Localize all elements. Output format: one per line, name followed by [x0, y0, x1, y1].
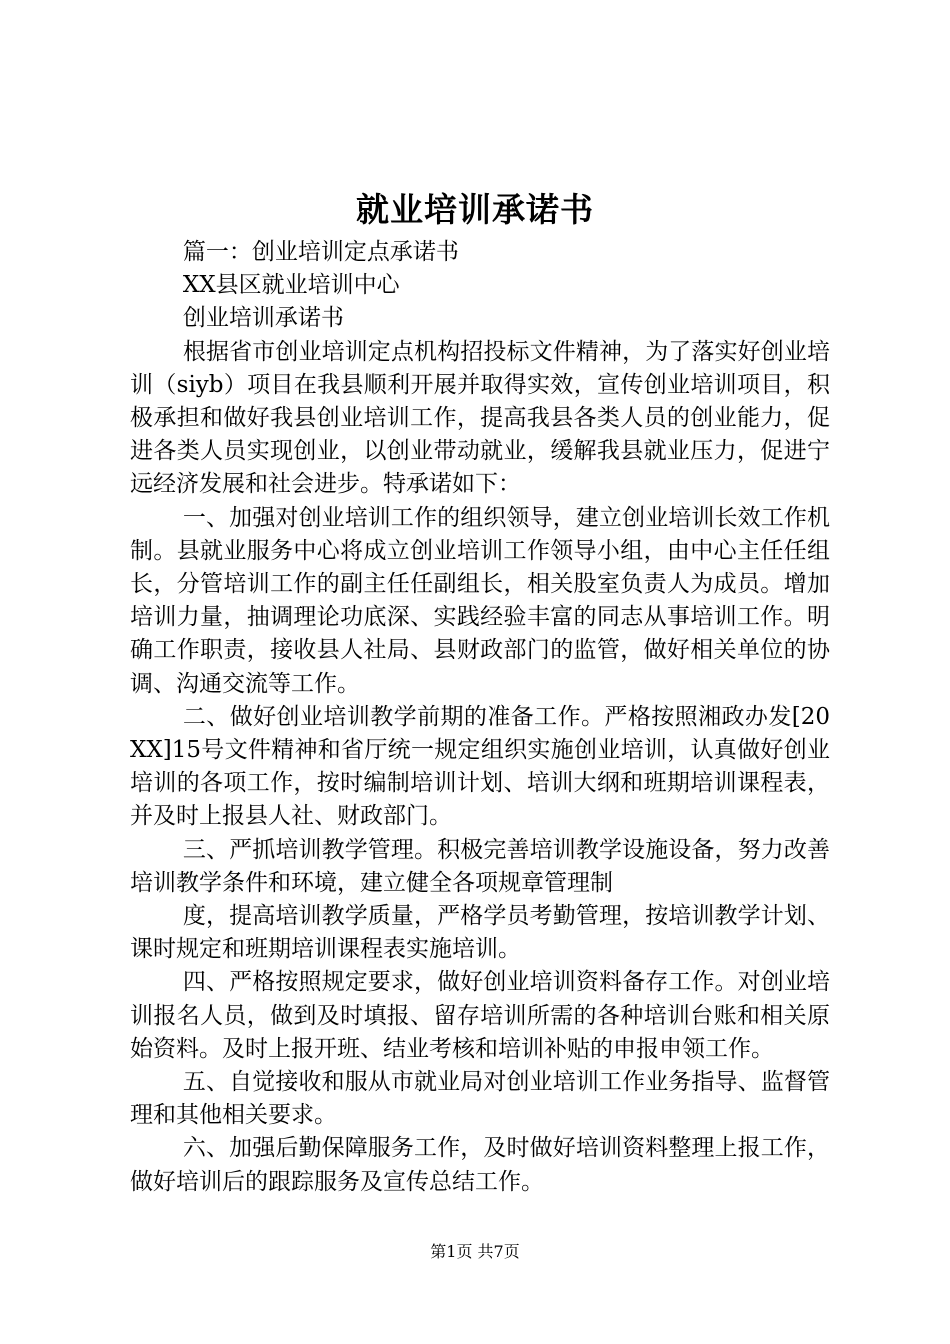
paragraph-item-5: 五、自觉接收和服从市就业局对创业培训工作业务指导、监督管理和其他相关要求。 — [130, 1069, 830, 1129]
section-heading: 篇一：创业培训定点承诺书 — [182, 239, 459, 265]
paragraph-item-1: 一、加强对创业培训工作的组织领导，建立创业培训长效工作机制。县就业服务中心将成立创业培训工作领导小组，由中心主任任组长，分管培训工作的副主任任副组长，相关股室负责人为成员。增加培训力量，抽调理论功底深、实践经验丰富的同志从事培训工作。明确工作职责，接收县人社局、县财政部门的监管，做好相关单位的协调、沟通交流等工作。 — [130, 504, 830, 697]
document-body — [130, 236, 830, 1199]
paragraph-item-3-continued: 度，提高培训教学质量，严格学员考勤管理，按培训教学计划、课时规定和班期培训课程表实施培训。 — [130, 903, 830, 963]
subtitle: 创业培训承诺书 — [182, 305, 344, 332]
page-number-footer: 第1页 共7页 — [430, 1242, 520, 1261]
organization-name: XX县区就业培训中心 — [182, 272, 400, 299]
document-title: 就业培训承诺书 — [356, 190, 594, 229]
paragraph-item-3: 三、严抓培训教学管理。积极完善培训教学设施设备，努力改善培训教学条件和环境，建立健全各项规章管理制 — [130, 836, 830, 896]
paragraph-intro: 根据省市创业培训定点机构招投标文件精神，为了落实好创业培训（siyb）项目在我县顺利开展并取得实效，宣传创业培训项目，积极承担和做好我县创业培训工作，提高我县各类人员的创业能力，促进各类人员实现创业，以创业带动就业，缓解我县就业压力，促进宁远经济发展和社会进步。特承诺如下： — [130, 338, 830, 498]
paragraph-item-4: 四、严格按照规定要求，做好创业培训资料备存工作。对创业培训报名人员，做到及时填报、留存培训所需的各种培训台账和相关原始资料。及时上报开班、结业考核和培训补贴的申报申领工作。 — [130, 969, 830, 1062]
paragraph-item-2: 二、做好创业培训教学前期的准备工作。严格按照湘政办发[20XX]15号文件精神和省厅统一规定组织实施创业培训，认真做好创业培训的各项工作，按时编制培训计划、培训大纲和班期培训课程表，并及时上报县人社、财政部门。 — [130, 703, 830, 830]
paragraph-item-6: 六、加强后勤保障服务工作，及时做好培训资料整理上报工作，做好培训后的跟踪服务及宣传总结工作。 — [130, 1135, 830, 1195]
